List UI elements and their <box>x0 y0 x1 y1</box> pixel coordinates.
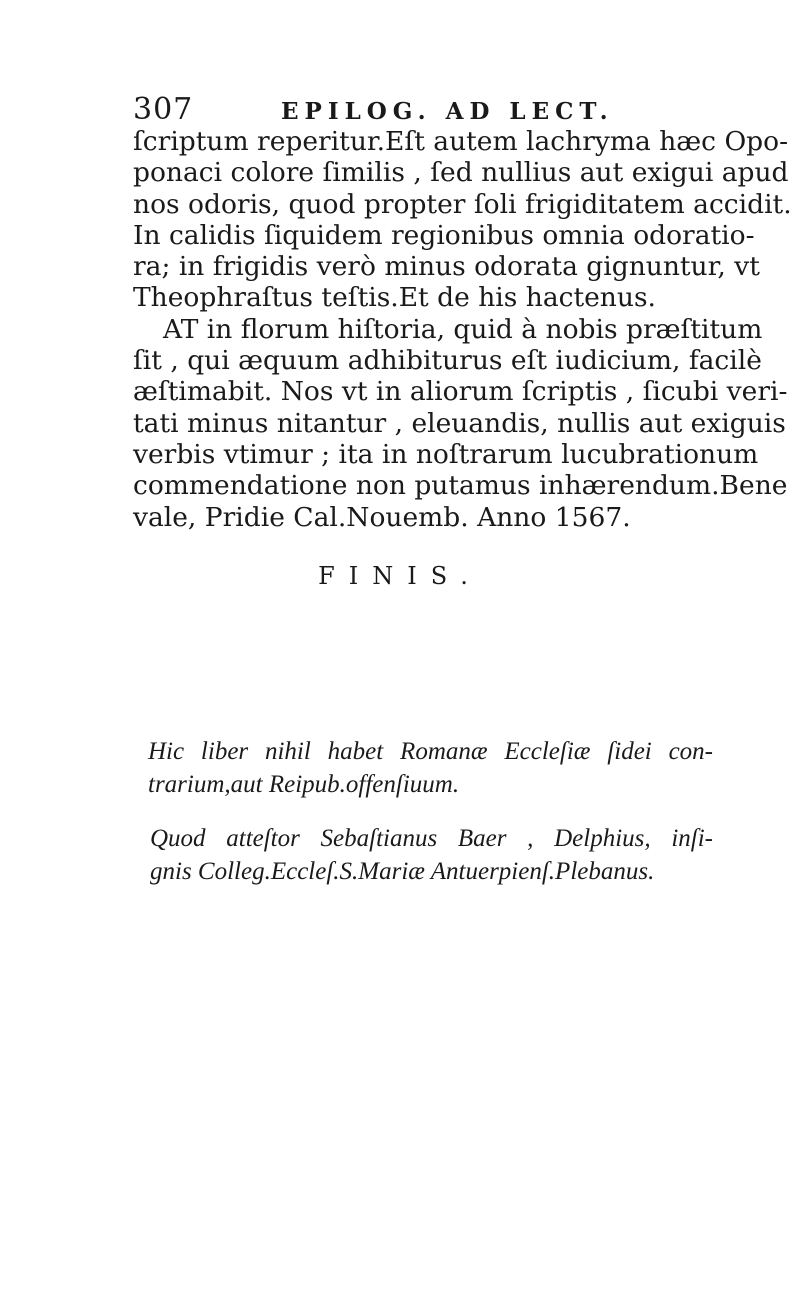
text-line: ra; in frigidis verò minus odorata gignuntur, vt <box>133 251 760 283</box>
text-line: ſit , qui æquum adhibiturus eſt iudicium, facilè <box>133 345 762 377</box>
signature-line: Quod atteſtor Sebaſtianus Baer , Delphius, inſi- <box>150 825 713 852</box>
text-line: AT in florum hiſtoria, quid à nobis præſtitum <box>163 313 763 345</box>
text-line: tati minus nitantur , eleuandis, nullis aut exiguis <box>133 407 786 439</box>
text-line: æſtimabit. Nos vt in aliorum ſcriptis , ſicubi veri- <box>133 376 788 408</box>
approbation-line: trarium,aut Reipub.offenſiuum. <box>148 771 460 798</box>
text-line: ponaci colore ſimilis , ſed nullius aut exigui apud <box>133 157 789 189</box>
text-line: commendatione non putamus inhærendum.Bene <box>133 470 788 502</box>
approbation-note <box>148 735 713 801</box>
approbation-line: Hic liber nihil habet Romanæ Eccleſiæ ſidei con- <box>148 738 713 765</box>
text-line: ſcriptum reperitur.Eſt autem lachryma hæc Opo- <box>133 126 789 157</box>
text-line: In calidis ſiquidem regionibus omnia odoratio- <box>133 219 755 251</box>
finis-heading: FINIS. <box>318 562 482 590</box>
running-title: EPILOG. AD LECT. <box>281 98 614 125</box>
text-line: vale, Pridie Cal.Nouemb. Anno 1567. <box>133 501 631 533</box>
main-text <box>133 126 792 533</box>
text-line: nos odoris, quod propter ſoli frigiditatem accidit. <box>133 188 792 220</box>
signature-line: gnis Colleg.Eccleſ.S.Mariæ Antuerpienſ.Plebanus. <box>150 858 655 885</box>
attestation-signature <box>150 822 713 888</box>
text-line: Theophraſtus teſtis.Et de his hactenus. <box>133 282 656 314</box>
text-line: verbis vtimur ; ita in noſtrarum lucubrationum <box>133 438 759 470</box>
page-number: 307 <box>133 92 194 127</box>
